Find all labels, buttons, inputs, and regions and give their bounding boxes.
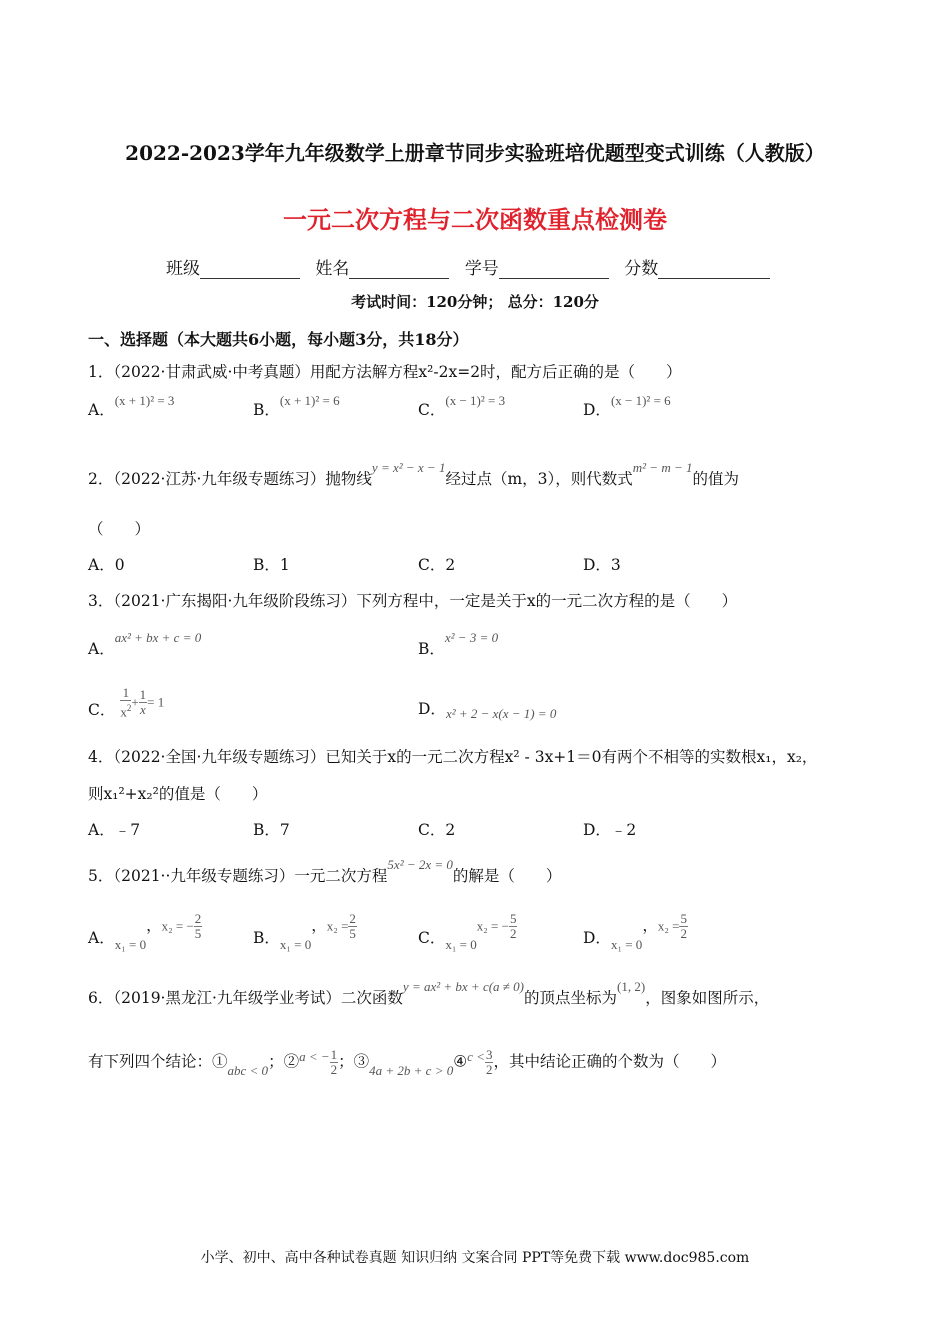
question-1-option-a: A．$^{(x + 1)^2 = 3}$ — [88, 393, 175, 419]
question-5-option-c: C．$_{x_1 = 0}$x₂ = − $\frac{5}{2}$ — [418, 911, 517, 952]
field-number-label: 学号 — [464, 259, 499, 279]
question-6-stem-line2: 有下列四个结论：$①_{abc < 0}$；②$^{a < -}$ $\frac{1}{2}$ ；$③_{4a + 2b + c > 0}④^{c <}$ $\frac{3}{2}$ ，其中结论正确的个数为（ ） — [88, 1047, 726, 1078]
document-title: 2022-2023学年九年级数学上册章节同步实验班培优题型变式训练（人教版） — [125, 141, 825, 165]
question-5-option-a: A．$_{x_1 = 0}$，x₂ = − $\frac{2}{5}$ — [88, 911, 202, 952]
question-3-option-c: C． $\frac{1}{x^2}$ + $\frac{1}{x}$ = 1 — [88, 685, 165, 720]
document-subtitle: 一元二次方程与二次函数重点检测卷 — [283, 206, 667, 234]
question-3-option-d: D．$_{x^2 + 2 - x(x - 1) = 0}$ — [418, 700, 557, 721]
question-1-stem: 1．（2022·甘肃武威·中考真题）用配方法解方程x²-2x=2时，配方后正确的是（ ） — [88, 363, 682, 381]
question-2-stem: 2．（2022·江苏·九年级专题练习）抛物线$^{y = x^2 - x - 1}$经过点（m，3），则代数式$^{m^2 - m - 1}$的值为 — [88, 460, 739, 488]
question-6-stem-line1: 6．（2019·黑龙江·九年级学业考试）二次函数$^{y = ax^2 + bx + c(a \ne 0)}$的顶点坐标为$^{(1, 2)}$，图象如图所示， — [88, 979, 770, 1007]
question-2-option-d: D．3 — [583, 556, 621, 574]
question-4-option-a: A．﹣7 — [88, 821, 141, 839]
field-class-label: 班级 — [166, 259, 200, 279]
question-4-stem-line1: 4．（2022·全国·九年级专题练习）已知关于x的一元二次方程x² - 3x+1＝0有两个不相等的实数根x₁，x₂， — [88, 748, 818, 766]
question-4-stem-line2: 则x₁²+x₂²的值是（ ） — [88, 785, 268, 803]
field-number-blank[interactable] — [499, 262, 609, 279]
question-3-option-a: A．$^{ax^2 + bx + c = 0}$ — [88, 630, 202, 658]
question-4-option-c: C．2 — [418, 821, 456, 839]
field-name-blank[interactable] — [349, 262, 449, 279]
question-1-option-b: B．$^{(x + 1)^2 = 6}$ — [253, 393, 340, 419]
question-2-paren: （ ） — [88, 520, 151, 538]
field-name-label: 姓名 — [315, 259, 350, 279]
question-3-option-b: B．$^{x^2 - 3 = 0}$ — [418, 630, 499, 658]
field-class-blank[interactable] — [200, 262, 300, 279]
question-4-option-b: B．7 — [253, 821, 290, 839]
page-footer: 小学、初中、高中各种试卷真题 知识归纳 文案合同 PPT等免费下载 www.doc985.com — [200, 1250, 750, 1266]
question-5-option-b: B．$_{x_1 = 0}$，x₂ = $\frac{2}{5}$ — [253, 911, 356, 952]
question-5-stem: 5．（2021··九年级专题练习）一元二次方程$^{5x^2 - 2x = 0}$的解是（ ） — [88, 857, 562, 885]
question-3-stem: 3．（2021·广东揭阳·九年级阶段练习）下列方程中，一定是关于x的一元二次方程的是（ ） — [88, 592, 738, 610]
question-1-option-d: D．$^{(x - 1)^2 = 6}$ — [583, 393, 671, 419]
question-2-option-a: A．0 — [88, 556, 125, 574]
question-4-option-d: D．﹣2 — [583, 821, 637, 839]
section-title: 一、选择题（本大题共6小题，每小题3分，共18分） — [88, 330, 469, 349]
student-info-fields — [166, 254, 780, 279]
field-score-blank[interactable] — [658, 262, 770, 279]
exam-info: 考试时间：120分钟； 总分：120分 — [351, 293, 599, 311]
question-2-option-c: C．2 — [418, 556, 456, 574]
question-2-option-b: B．1 — [253, 556, 290, 574]
question-1-option-c: C．$^{(x - 1)^2 = 3}$ — [418, 393, 506, 419]
question-5-option-d: D．$_{x_1 = 0}$，x₂ = $\frac{5}{2}$ — [583, 911, 687, 952]
field-score-label: 分数 — [624, 259, 659, 279]
